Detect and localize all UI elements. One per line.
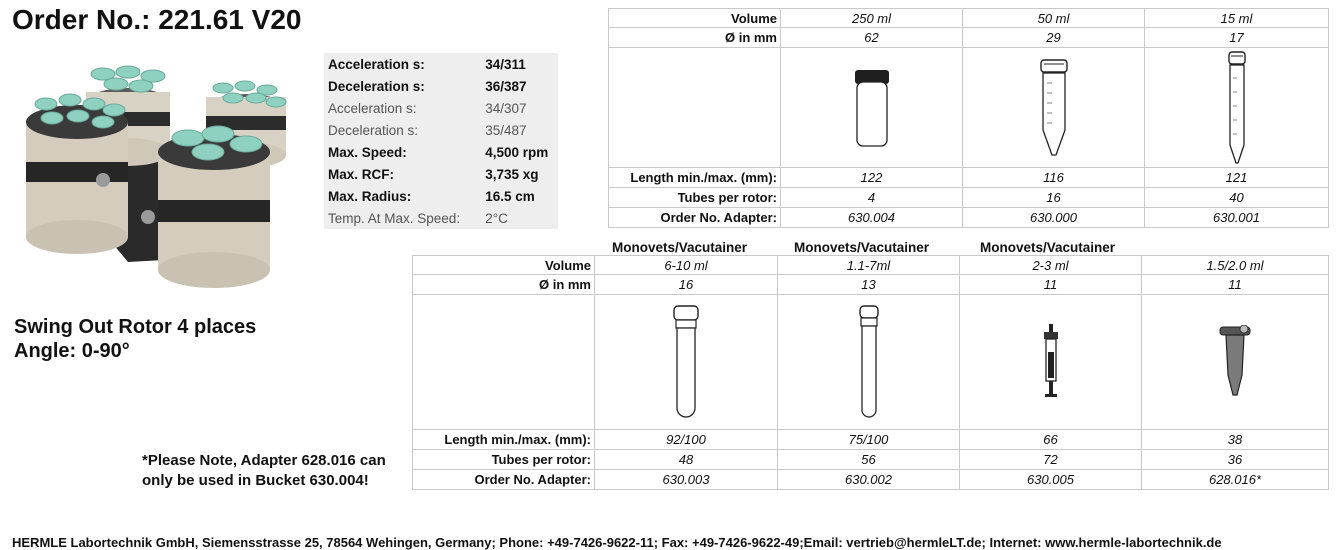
table-cell: 40 (1145, 188, 1329, 208)
conical-tube-icon (1039, 58, 1069, 158)
spec-value: 36/387 (485, 78, 527, 94)
adapter-note-line: only be used in Bucket 630.004! (142, 472, 369, 489)
table-cell: 16 (963, 188, 1145, 208)
rotor-angle: Angle: 0-90° (14, 340, 130, 362)
row-label: Tubes per rotor: (413, 450, 595, 470)
spec-label: Temp. At Max. Speed: (328, 210, 461, 226)
spec-label: Acceleration s: (328, 100, 417, 116)
spec-label: Max. Speed: (328, 144, 407, 160)
table-cell (1145, 48, 1329, 168)
blood-tube-thin-icon (857, 304, 881, 420)
table-cell (778, 295, 960, 430)
rotor-type: Swing Out Rotor 4 places (14, 316, 257, 338)
table-cell: 29 (963, 28, 1145, 48)
table-row (609, 48, 1329, 168)
table-cell: 36 (1142, 450, 1329, 470)
table-cell: 630.004 (781, 208, 963, 228)
table-cell: 122 (781, 168, 963, 188)
row-label: Ø in mm (413, 275, 595, 295)
table-cell: 75/100 (778, 430, 960, 450)
adapter-note (142, 451, 386, 491)
table-row (609, 168, 1329, 188)
blood-tube-icon (671, 304, 701, 420)
micro-tube-icon (1218, 325, 1252, 399)
table-cell: 630.001 (1145, 208, 1329, 228)
table-cell: 11 (960, 275, 1142, 295)
row-label: Order No. Adapter: (413, 470, 595, 490)
table-cell: 48 (595, 450, 778, 470)
table-row (413, 450, 1329, 470)
table-cell: 62 (781, 28, 963, 48)
row-label: Volume (413, 256, 595, 275)
table-cell (781, 48, 963, 168)
row-label: Tubes per rotor: (609, 188, 781, 208)
table-cell: 1.1-7ml (778, 256, 960, 275)
table-row (413, 275, 1329, 295)
syringe-tube-icon (1040, 324, 1062, 400)
table-cell (963, 48, 1145, 168)
spec-label: Max. Radius: (328, 188, 412, 204)
table-cell: 11 (1142, 275, 1329, 295)
spec-value: 34/311 (485, 56, 526, 72)
row-label: Order No. Adapter: (609, 208, 781, 228)
table-cell (960, 295, 1142, 430)
table-cell: 16 (595, 275, 778, 295)
spec-label: Acceleration s: (328, 56, 425, 72)
spec-value: 16.5 cm (485, 188, 535, 204)
column-header: Monovets/Vacutainer (980, 240, 1116, 255)
spec-label: Deceleration s: (328, 122, 419, 138)
table-cell: 628.016* (1142, 470, 1329, 490)
table-cell: 38 (1142, 430, 1329, 450)
spec-row (324, 53, 558, 75)
table-cell (413, 295, 595, 430)
table-cell: 630.005 (960, 470, 1142, 490)
table-cell (1142, 295, 1329, 430)
table-row (609, 188, 1329, 208)
table-cell: 50 ml (963, 9, 1145, 28)
table-cell: 66 (960, 430, 1142, 450)
table-row (609, 9, 1329, 28)
spec-row (324, 141, 558, 163)
table-cell: 17 (1145, 28, 1329, 48)
table-cell: 630.003 (595, 470, 778, 490)
order-number-title: Order No.: 221.61 V20 (12, 4, 302, 35)
spec-row (324, 185, 558, 207)
spec-value: 34/307 (485, 100, 527, 116)
table-row (413, 470, 1329, 490)
spec-row (324, 75, 558, 97)
spec-value: 4,500 rpm (485, 144, 549, 160)
table-row (609, 208, 1329, 228)
table-cell: 56 (778, 450, 960, 470)
table-cell (595, 295, 778, 430)
adapter-note-line: *Please Note, Adapter 628.016 can (142, 452, 386, 469)
spec-label: Deceleration s: (328, 78, 425, 94)
adapter-table-top (608, 8, 1329, 228)
table-cell (609, 48, 781, 168)
table-cell: 121 (1145, 168, 1329, 188)
rotor-specs-table (324, 53, 558, 229)
row-label: Length min./max. (mm): (609, 168, 781, 188)
spec-row (324, 207, 558, 229)
table-cell: 92/100 (595, 430, 778, 450)
spec-label: Max. RCF: (328, 166, 395, 182)
rotor-description (14, 315, 256, 363)
adapter-table-bottom (412, 255, 1329, 490)
spec-value: 2°C (485, 210, 508, 226)
column-header: Monovets/Vacutainer (794, 240, 930, 255)
table-cell: 72 (960, 450, 1142, 470)
spec-value: 35/487 (485, 122, 527, 138)
spec-row (324, 163, 558, 185)
table-cell: 15 ml (1145, 9, 1329, 28)
row-label: Length min./max. (mm): (413, 430, 595, 450)
row-label: Ø in mm (609, 28, 781, 48)
table-row (609, 28, 1329, 48)
column-header: Monovets/Vacutainer (612, 240, 748, 255)
table-cell: 2-3 ml (960, 256, 1142, 275)
company-footer: HERMLE Labortechnik GmbH, Siemensstrasse 25, 78564 Wehingen, Germany; Phone: +49-7426-9622-11; Fax: +49-7426-9622-49;Email: vertrieb@hermleLT.de; Internet: www.hermle-labortechnik.de (12, 535, 1222, 550)
table-row (413, 256, 1329, 275)
table-cell: 630.000 (963, 208, 1145, 228)
table-cell: 6-10 ml (595, 256, 778, 275)
table-cell: 13 (778, 275, 960, 295)
swing-out-rotor-image (8, 52, 308, 297)
table-cell: 1.5/2.0 ml (1142, 256, 1329, 275)
table-cell: 630.002 (778, 470, 960, 490)
conical-tube-narrow-icon (1226, 50, 1248, 166)
spec-row (324, 119, 558, 141)
table-cell: 250 ml (781, 9, 963, 28)
spec-value: 3,735 xg (485, 166, 539, 182)
table-cell: 4 (781, 188, 963, 208)
spec-row (324, 97, 558, 119)
table-row (413, 430, 1329, 450)
row-label: Volume (609, 9, 781, 28)
table-row (413, 295, 1329, 430)
bottle-icon (852, 68, 892, 148)
table-cell: 116 (963, 168, 1145, 188)
